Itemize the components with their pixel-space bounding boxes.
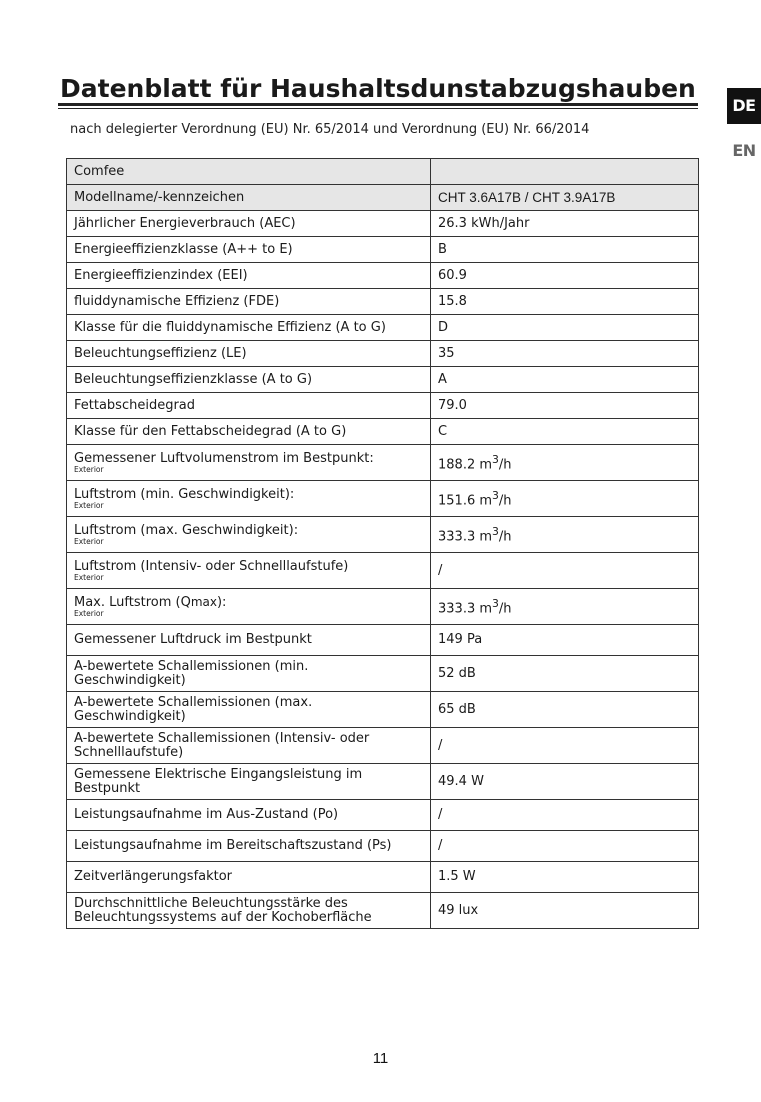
row-label: Modellname/-kennzeichen xyxy=(67,185,431,211)
table-row xyxy=(67,341,699,367)
table-row xyxy=(67,728,699,764)
table-row xyxy=(67,656,699,692)
row-label xyxy=(74,595,226,610)
value-unit: m xyxy=(479,529,493,545)
label-text: Max. Luftstrom (Q xyxy=(74,595,191,610)
language-tab-de[interactable]: DE xyxy=(727,88,761,124)
row-sublabel: Exterior xyxy=(74,500,104,510)
row-value: 15.8 xyxy=(431,289,699,315)
table-row xyxy=(67,517,699,553)
row-value-cell xyxy=(431,517,699,553)
row-label: Luftstrom (max. Geschwindigkeit): xyxy=(74,522,299,538)
table-row xyxy=(67,185,699,211)
brand-cell: Comfee xyxy=(67,159,431,185)
row-label: Leistungsaufnahme im Bereitschaftszustand (Ps) xyxy=(67,831,431,862)
row-label: Klasse für die fluiddynamische Effizienz (A to G) xyxy=(67,315,431,341)
table-row xyxy=(67,764,699,800)
row-sublabel: Exterior xyxy=(74,572,104,582)
value-unit-tail: /h xyxy=(498,493,512,509)
row-label: Fettabscheidegrad xyxy=(67,393,431,419)
table-row xyxy=(67,862,699,893)
row-label: Jährlicher Energieverbrauch (AEC) xyxy=(67,211,431,237)
row-value: 26.3 kWh/Jahr xyxy=(431,211,699,237)
row-label: Zeitverlängerungsfaktor xyxy=(67,862,431,893)
table-row xyxy=(67,445,699,481)
row-value: 60.9 xyxy=(431,263,699,289)
table-row xyxy=(67,589,699,625)
row-value: / xyxy=(431,831,699,862)
table-row xyxy=(67,237,699,263)
row-value: B xyxy=(431,237,699,263)
row-label: Energieeffizienzklasse (A++ to E) xyxy=(67,237,431,263)
row-value-cell xyxy=(431,445,699,481)
table-row xyxy=(67,893,699,929)
regulation-subtitle: nach delegierter Verordnung (EU) Nr. 65/2014 und Verordnung (EU) Nr. 66/2014 xyxy=(70,122,590,137)
row-label-cell xyxy=(67,481,431,517)
row-value: 149 Pa xyxy=(431,625,699,656)
table-row xyxy=(67,393,699,419)
table-row xyxy=(67,315,699,341)
page-number: 11 xyxy=(372,1050,389,1067)
row-label-cell xyxy=(67,517,431,553)
row-label: Durchschnittliche Beleuchtungsstärke des Beleuchtungssystems auf der Kochoberfläche xyxy=(67,893,431,929)
label-subscript: max xyxy=(190,595,217,609)
table-row xyxy=(67,553,699,589)
row-value: / xyxy=(431,553,699,589)
row-label: Gemessener Luftdruck im Bestpunkt xyxy=(67,625,431,656)
row-label: Klasse für den Fettabscheidegrad (A to G) xyxy=(67,419,431,445)
row-label: Luftstrom (min. Geschwindigkeit): xyxy=(74,486,295,502)
table-row xyxy=(67,419,699,445)
value-unit: m xyxy=(479,493,493,509)
table-row xyxy=(67,831,699,862)
language-tab-en[interactable]: EN xyxy=(732,141,756,160)
value-unit-tail: /h xyxy=(498,601,512,617)
row-sublabel: Exterior xyxy=(74,464,104,474)
table-row xyxy=(67,800,699,831)
table-row xyxy=(67,692,699,728)
value-superscript: 3 xyxy=(492,524,499,538)
value-unit: m xyxy=(479,457,493,473)
row-value: 49.4 W xyxy=(431,764,699,800)
row-label: Beleuchtungseffizienz (LE) xyxy=(67,341,431,367)
value-number: 188.2 xyxy=(438,457,476,473)
value-superscript: 3 xyxy=(492,452,499,466)
row-value: D xyxy=(431,315,699,341)
row-label: A-bewertete Schallemissionen (min. Geschwindigkeit) xyxy=(67,656,431,692)
value-unit: m xyxy=(479,601,493,617)
value-unit-tail: /h xyxy=(498,529,512,545)
row-value-cell xyxy=(431,589,699,625)
table-row xyxy=(67,263,699,289)
row-label: Gemessener Luftvolumenstrom im Bestpunkt: xyxy=(74,450,374,466)
row-value: 52 dB xyxy=(431,656,699,692)
row-value: / xyxy=(431,728,699,764)
row-value-cell xyxy=(431,481,699,517)
row-value: 79.0 xyxy=(431,393,699,419)
row-value: C xyxy=(431,419,699,445)
value-number: 333.3 xyxy=(438,601,476,617)
table-row xyxy=(67,211,699,237)
row-value: 65 dB xyxy=(431,692,699,728)
spec-table xyxy=(66,158,699,929)
row-value: CHT 3.6A17B / CHT 3.9A17B xyxy=(431,185,699,211)
brand-value-cell xyxy=(431,159,699,185)
label-text-end: ): xyxy=(216,595,227,610)
row-value: 49 lux xyxy=(431,893,699,929)
row-value: A xyxy=(431,367,699,393)
row-value: 1.5 W xyxy=(431,862,699,893)
table-row xyxy=(67,625,699,656)
row-sublabel: Exterior xyxy=(74,536,104,546)
row-label: A-bewertete Schallemissionen (Intensiv- oder Schnelllaufstufe) xyxy=(67,728,431,764)
row-value: 35 xyxy=(431,341,699,367)
row-label: Beleuchtungseffizienzklasse (A to G) xyxy=(67,367,431,393)
page-title: Datenblatt für Haushaltsdunstabzugshauben xyxy=(60,74,696,103)
value-number: 151.6 xyxy=(438,493,476,509)
table-row xyxy=(67,367,699,393)
row-label-cell xyxy=(67,445,431,481)
value-number: 333.3 xyxy=(438,529,476,545)
value-unit-tail: /h xyxy=(498,457,512,473)
row-sublabel: Exterior xyxy=(74,609,104,618)
row-label: Luftstrom (Intensiv- oder Schnelllaufstufe) xyxy=(74,558,349,574)
title-underline xyxy=(58,103,698,109)
row-value: / xyxy=(431,800,699,831)
row-label-cell xyxy=(67,553,431,589)
row-label-cell xyxy=(67,589,431,625)
row-label: fluiddynamische Effizienz (FDE) xyxy=(67,289,431,315)
table-row xyxy=(67,481,699,517)
table-row xyxy=(67,289,699,315)
row-label: Gemessene Elektrische Eingangsleistung im Bestpunkt xyxy=(67,764,431,800)
value-superscript: 3 xyxy=(492,488,499,502)
value-superscript: 3 xyxy=(492,596,499,610)
row-label: A-bewertete Schallemissionen (max. Geschwindigkeit) xyxy=(67,692,431,728)
row-label: Energieeffizienzindex (EEI) xyxy=(67,263,431,289)
table-row-brand xyxy=(67,159,699,185)
row-label: Leistungsaufnahme im Aus-Zustand (Po) xyxy=(67,800,431,831)
